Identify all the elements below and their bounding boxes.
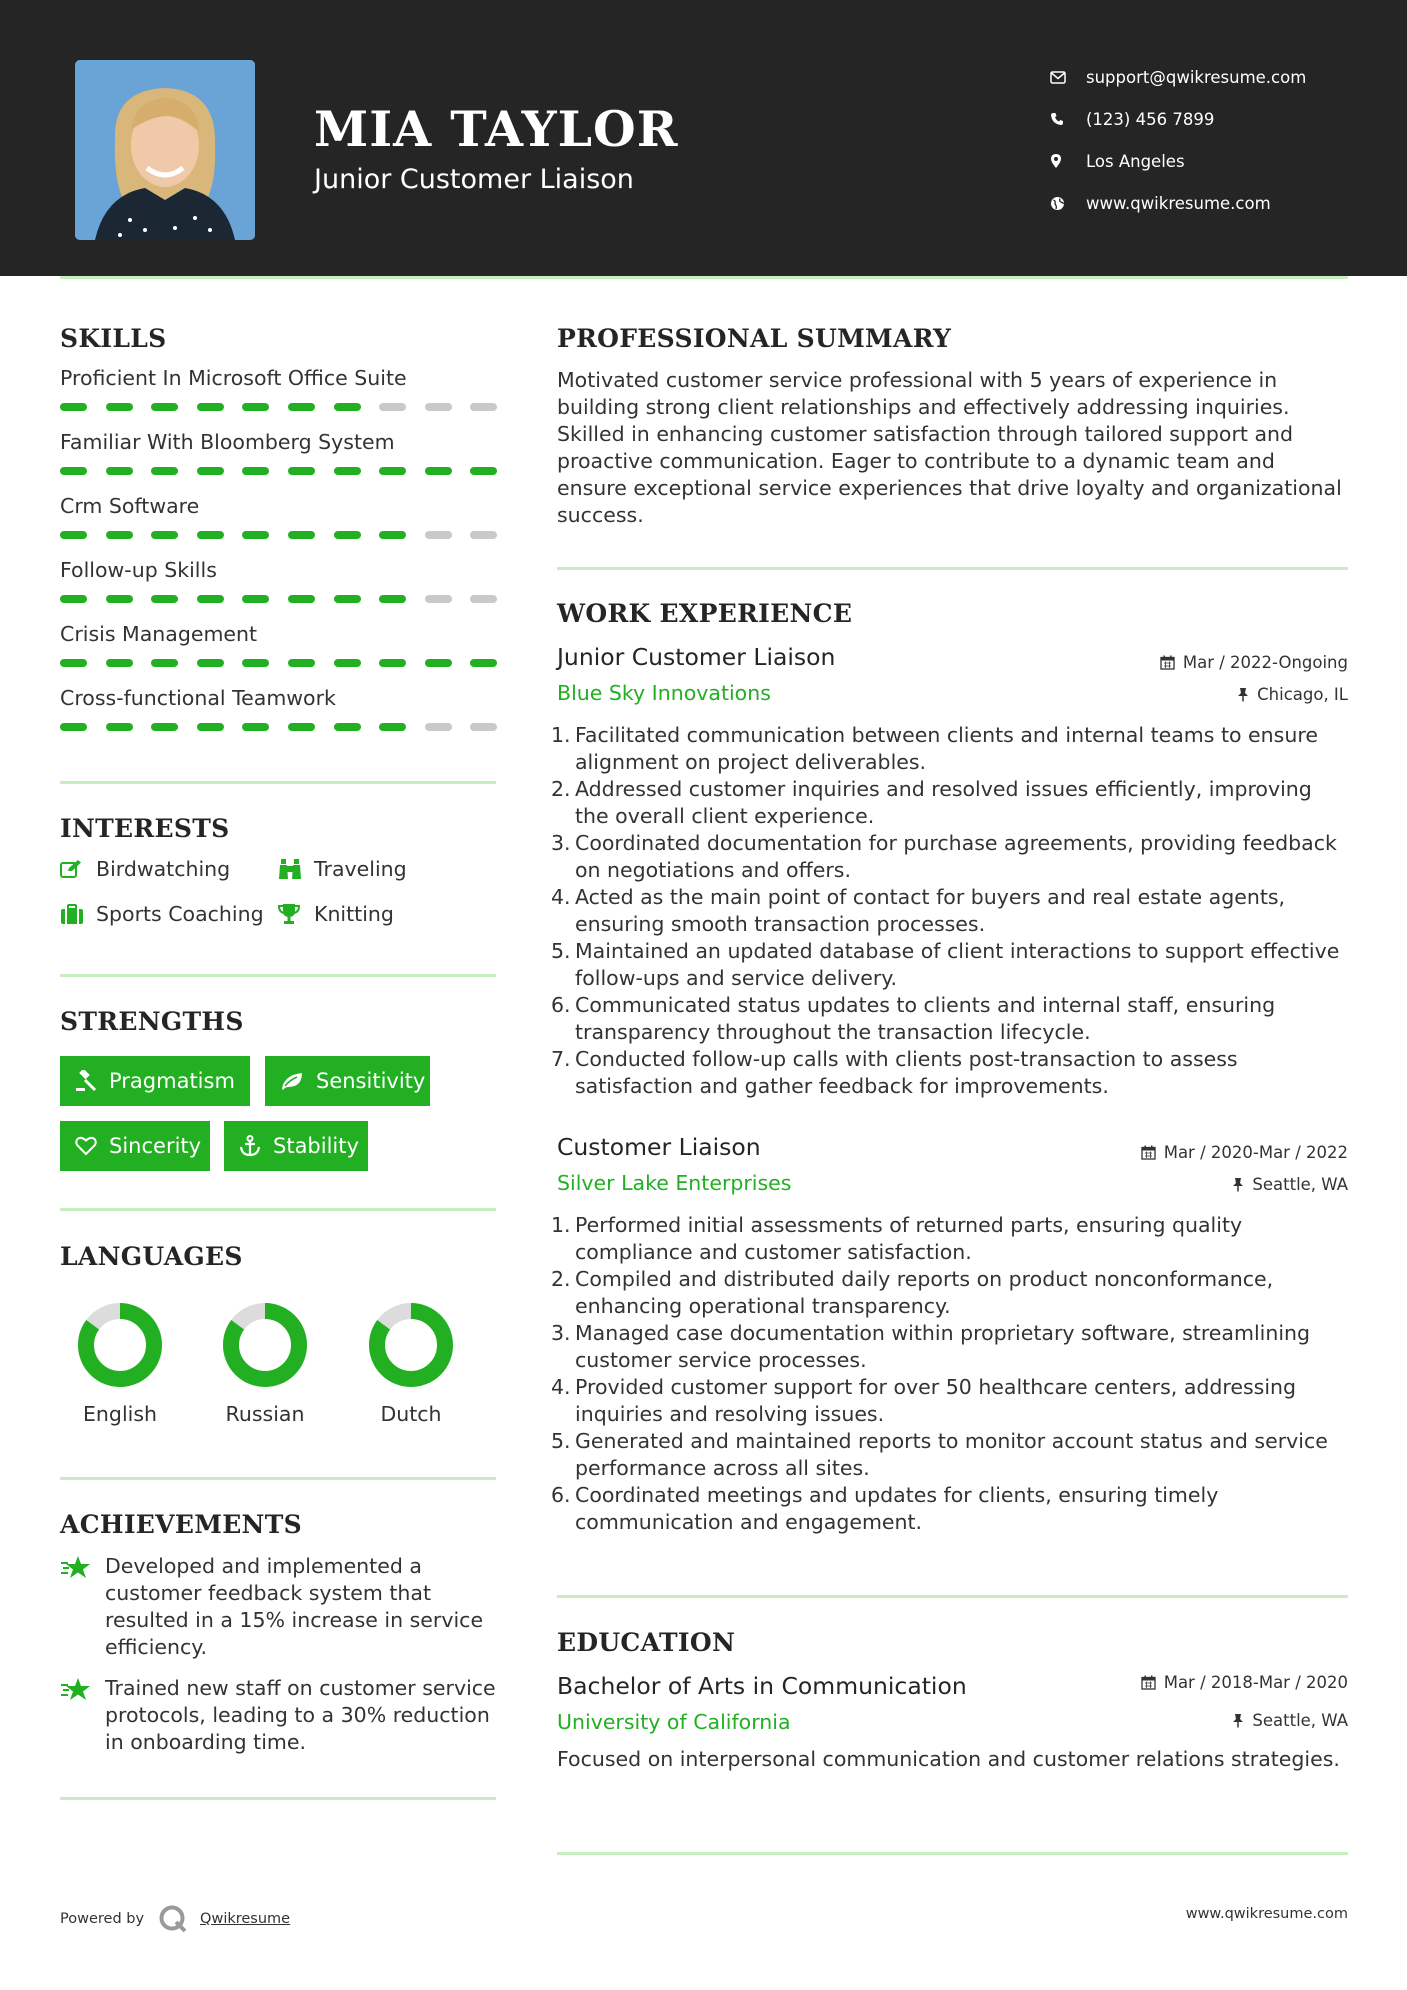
job-bullet: 5. Maintained an updated database of client interactions to support effective follow-ups and service delivery. bbox=[551, 939, 1340, 990]
education-location bbox=[1232, 1711, 1348, 1730]
job-bullet: 7. Conducted follow-up calls with clients post-transaction to assess satisfaction and gather feedback for improvements. bbox=[551, 1047, 1238, 1098]
job-bullet: 6. Communicated status updates to clients and internal staff, ensuring transparency throughout the transaction lifecycle. bbox=[551, 993, 1276, 1044]
skill-level-dash bbox=[470, 659, 497, 667]
qwikresume-logo-icon bbox=[158, 1904, 188, 1934]
contact-location bbox=[1050, 140, 1306, 182]
job-location-text: Chicago, IL bbox=[1257, 685, 1348, 704]
job-location bbox=[1232, 1175, 1348, 1194]
education-divider bbox=[557, 1852, 1348, 1855]
language-item bbox=[70, 1302, 170, 1426]
calendar-icon bbox=[1141, 1145, 1156, 1160]
job-location-text: Seattle, WA bbox=[1252, 1175, 1348, 1194]
job-bullet: 3. Coordinated documentation for purchase agreements, providing feedback on negotiations and offers. bbox=[551, 831, 1337, 882]
job-dates bbox=[1141, 1143, 1348, 1162]
skill-level-dash bbox=[197, 723, 224, 731]
qwikresume-link[interactable]: Qwikresume bbox=[200, 1911, 291, 1927]
skill-level-dash bbox=[288, 467, 315, 475]
skill-level-dash bbox=[334, 659, 361, 667]
language-name: English bbox=[82, 1402, 158, 1426]
skill-level-dash bbox=[379, 595, 406, 603]
candidate-name: MIA TAYLOR bbox=[314, 100, 679, 158]
interest-item bbox=[278, 902, 394, 926]
pushpin-icon bbox=[1232, 1713, 1244, 1728]
skill-level-dash bbox=[379, 531, 406, 539]
skill-level-dash bbox=[425, 531, 452, 539]
skill-level-dash bbox=[197, 659, 224, 667]
summary-text: Motivated customer service professional with 5 years of experience in building strong client relationships and effectively addressing inquiries. Skilled in enhancing customer satisfaction through tailored support and proactive communication. Eager to contribute to a dynamic team and ensure exceptional service experiences that drive loyalty and organizational success. bbox=[557, 368, 1342, 527]
job-bullet-text: Facilitated communication between clients and internal teams to ensure alignment on project deliverables. bbox=[575, 723, 1318, 774]
skill-level-dash bbox=[288, 595, 315, 603]
skill-name: Follow-up Skills bbox=[60, 558, 217, 582]
strengths-divider bbox=[60, 1208, 496, 1211]
pushpin-icon bbox=[1237, 687, 1249, 702]
skill-level-dash bbox=[242, 531, 269, 539]
achievements-divider bbox=[60, 1797, 496, 1800]
skill-level-dash bbox=[470, 723, 497, 731]
skill-level-dash bbox=[334, 723, 361, 731]
anchor-icon bbox=[239, 1135, 261, 1157]
skill-name: Proficient In Microsoft Office Suite bbox=[60, 366, 407, 390]
skill-level-dash bbox=[242, 467, 269, 475]
job-bullet-text: Addressed customer inquiries and resolved issues efficiently, improving the overall client experience. bbox=[575, 777, 1312, 828]
skill-level-dash bbox=[288, 531, 315, 539]
globe-icon bbox=[1050, 196, 1086, 211]
strength-label: Pragmatism bbox=[109, 1069, 235, 1093]
experience-divider bbox=[557, 1595, 1348, 1598]
degree-title: Bachelor of Arts in Communication bbox=[557, 1672, 967, 1700]
skill-level-dash bbox=[151, 467, 178, 475]
job-bullet-text: Coordinated meetings and updates for clients, ensuring timely communication and engagement. bbox=[575, 1483, 1219, 1534]
experience-heading: WORK EXPERIENCE bbox=[557, 599, 853, 628]
language-item bbox=[215, 1302, 315, 1426]
resume-header bbox=[0, 0, 1407, 276]
job-bullet: 1. Performed initial assessments of returned parts, ensuring quality compliance and customer satisfaction. bbox=[551, 1213, 1243, 1264]
skill-level-dash bbox=[379, 467, 406, 475]
skills-divider bbox=[60, 781, 496, 784]
job-bullet: 3. Managed case documentation within proprietary software, streamlining customer service processes. bbox=[551, 1321, 1311, 1372]
gavel-icon bbox=[75, 1070, 97, 1092]
achievement-item bbox=[60, 1675, 496, 1756]
interests-heading: INTERESTS bbox=[60, 814, 230, 843]
skill-level-dash bbox=[151, 531, 178, 539]
education-description: Focused on interpersonal communication and customer relations strategies. bbox=[557, 1747, 1340, 1771]
contact-email[interactable] bbox=[1050, 56, 1306, 98]
skill-level-dash bbox=[106, 595, 133, 603]
achievement-item bbox=[60, 1553, 496, 1661]
contact-location-text: Los Angeles bbox=[1086, 151, 1185, 171]
skill-name: Crisis Management bbox=[60, 622, 258, 646]
strength-badge bbox=[60, 1056, 250, 1106]
footer-url[interactable]: www.qwikresume.com bbox=[1185, 1906, 1348, 1922]
edit-icon bbox=[60, 859, 96, 879]
skill-level-dash bbox=[106, 467, 133, 475]
skill-level-dash bbox=[425, 467, 452, 475]
job-bullet: 2. Addressed customer inquiries and resolved issues efficiently, improving the overall client experience. bbox=[551, 777, 1312, 828]
phone-icon bbox=[1050, 112, 1086, 126]
skill-level-dash bbox=[334, 403, 361, 411]
skill-level-dash bbox=[60, 723, 87, 731]
job-bullet-text: Provided customer support for over 50 healthcare centers, addressing inquiries and resolving issues. bbox=[575, 1375, 1297, 1426]
skill-name: Cross-functional Teamwork bbox=[60, 686, 336, 710]
skill-level-dash bbox=[60, 595, 87, 603]
skill-level-dash bbox=[288, 403, 315, 411]
education-dates-text: Mar / 2018-Mar / 2020 bbox=[1163, 1673, 1348, 1692]
job-bullet: 1. Facilitated communication between clients and internal teams to ensure alignment on project deliverables. bbox=[551, 723, 1318, 774]
skill-level-dash bbox=[60, 467, 87, 475]
company-name: Silver Lake Enterprises bbox=[557, 1171, 792, 1195]
candidate-title: Junior Customer Liaison bbox=[314, 164, 634, 195]
strengths-heading: STRENGTHS bbox=[60, 1007, 244, 1036]
skill-level-bar bbox=[60, 595, 496, 603]
interest-label: Birdwatching bbox=[96, 857, 231, 881]
powered-by-label: Powered by bbox=[60, 1911, 145, 1927]
interest-label: Sports Coaching bbox=[96, 902, 264, 926]
education-dates bbox=[1141, 1673, 1348, 1692]
language-name: Dutch bbox=[380, 1402, 442, 1426]
interest-item bbox=[60, 857, 230, 881]
skill-level-dash bbox=[197, 531, 224, 539]
skill-level-dash bbox=[242, 595, 269, 603]
skill-level-dash bbox=[288, 659, 315, 667]
skills-heading: SKILLS bbox=[60, 324, 167, 353]
star-badge-icon bbox=[60, 1555, 92, 1585]
skill-level-dash bbox=[242, 723, 269, 731]
binoculars-icon bbox=[278, 858, 314, 880]
summary-heading: PROFESSIONAL SUMMARY bbox=[557, 324, 952, 353]
skill-level-dash bbox=[288, 723, 315, 731]
skill-level-dash bbox=[151, 403, 178, 411]
interest-label: Knitting bbox=[314, 902, 394, 926]
envelope-icon bbox=[1050, 71, 1086, 84]
strength-label: Stability bbox=[273, 1134, 359, 1158]
job-bullet: 5. Generated and maintained reports to monitor account status and service performance across all sites. bbox=[551, 1429, 1328, 1480]
skill-level-dash bbox=[379, 659, 406, 667]
language-donut bbox=[222, 1302, 308, 1388]
achievements-heading: ACHIEVEMENTS bbox=[60, 1510, 302, 1539]
contact-phone-text: (123) 456 7899 bbox=[1086, 109, 1215, 129]
skill-level-dash bbox=[151, 723, 178, 731]
skill-level-dash bbox=[151, 595, 178, 603]
job-bullet: 4. Provided customer support for over 50 healthcare centers, addressing inquiries and resolving issues. bbox=[551, 1375, 1297, 1426]
calendar-icon bbox=[1141, 1675, 1156, 1690]
skill-level-dash bbox=[334, 595, 361, 603]
job-bullet-text: Coordinated documentation for purchase agreements, providing feedback on negotiations and offers. bbox=[575, 831, 1337, 882]
skill-level-dash bbox=[60, 403, 87, 411]
strength-badge bbox=[60, 1121, 210, 1171]
skill-level-bar bbox=[60, 723, 496, 731]
job-bullet-text: Managed case documentation within proprietary software, streamlining customer service processes. bbox=[575, 1321, 1311, 1372]
language-donut bbox=[368, 1302, 454, 1388]
star-badge-icon bbox=[60, 1677, 92, 1707]
skill-level-dash bbox=[379, 723, 406, 731]
job-bullet: 2. Compiled and distributed daily reports on product nonconformance, enhancing operational transparency. bbox=[551, 1267, 1274, 1318]
skill-level-dash bbox=[470, 403, 497, 411]
job-dates-text: Mar / 2020-Mar / 2022 bbox=[1163, 1143, 1348, 1162]
school-name: University of California bbox=[557, 1710, 791, 1734]
job-bullet-text: Maintained an updated database of client interactions to support effective follow-ups and service delivery. bbox=[575, 939, 1340, 990]
skill-level-dash bbox=[425, 403, 452, 411]
skill-level-dash bbox=[197, 403, 224, 411]
skill-level-dash bbox=[106, 659, 133, 667]
interest-item bbox=[60, 902, 264, 926]
company-name: Blue Sky Innovations bbox=[557, 681, 771, 705]
strength-badge bbox=[265, 1056, 430, 1106]
skill-level-dash bbox=[470, 531, 497, 539]
skill-level-bar bbox=[60, 659, 496, 667]
contact-email-text: support@qwikresume.com bbox=[1086, 67, 1307, 87]
skill-name: Crm Software bbox=[60, 494, 200, 518]
interests-divider bbox=[60, 974, 496, 977]
contact-phone[interactable] bbox=[1050, 98, 1306, 140]
skill-level-bar bbox=[60, 531, 496, 539]
languages-heading: LANGUAGES bbox=[60, 1242, 243, 1271]
job-bullet-text: Acted as the main point of contact for buyers and real estate agents, ensuring smooth transaction processes. bbox=[575, 885, 1286, 936]
job-bullet-text: Communicated status updates to clients and internal staff, ensuring transparency throughout the transaction lifecycle. bbox=[575, 993, 1276, 1044]
skill-level-dash bbox=[470, 467, 497, 475]
leaf-icon bbox=[280, 1071, 304, 1091]
skill-level-dash bbox=[425, 723, 452, 731]
skill-level-dash bbox=[106, 531, 133, 539]
job-bullet-text: Conducted follow-up calls with clients post-transaction to assess satisfaction and gather feedback for improvements. bbox=[575, 1047, 1238, 1098]
language-item bbox=[361, 1302, 461, 1426]
skill-level-dash bbox=[197, 595, 224, 603]
language-name: Russian bbox=[225, 1402, 305, 1426]
contact-list bbox=[1050, 56, 1306, 224]
strength-badge bbox=[224, 1121, 368, 1171]
skill-level-dash bbox=[334, 531, 361, 539]
job-bullet: 6. Coordinated meetings and updates for clients, ensuring timely communication and engagement. bbox=[551, 1483, 1219, 1534]
briefcase-icon bbox=[60, 904, 96, 925]
skill-level-dash bbox=[60, 659, 87, 667]
skill-level-bar bbox=[60, 467, 496, 475]
skill-level-dash bbox=[334, 467, 361, 475]
language-donut bbox=[77, 1302, 163, 1388]
job-bullets bbox=[551, 1212, 1348, 1536]
skill-level-dash bbox=[242, 403, 269, 411]
strength-label: Sincerity bbox=[109, 1134, 202, 1158]
job-bullets bbox=[551, 722, 1348, 1100]
heart-icon bbox=[75, 1136, 97, 1156]
map-pin-icon bbox=[1050, 153, 1086, 169]
achievement-text: Trained new staff on customer service protocols, leading to a 30% reduction in onboarding time. bbox=[105, 1676, 496, 1754]
pushpin-icon bbox=[1232, 1177, 1244, 1192]
interest-item bbox=[278, 857, 407, 881]
skill-level-dash bbox=[106, 723, 133, 731]
job-dates bbox=[1160, 653, 1348, 672]
education-location-text: Seattle, WA bbox=[1252, 1711, 1348, 1730]
education-heading: EDUCATION bbox=[557, 1628, 736, 1657]
skill-level-dash bbox=[106, 403, 133, 411]
skill-level-dash bbox=[470, 595, 497, 603]
powered-by bbox=[60, 1904, 290, 1934]
contact-website-text: www.qwikresume.com bbox=[1086, 193, 1271, 213]
job-dates-text: Mar / 2022-Ongoing bbox=[1182, 653, 1348, 672]
header-divider bbox=[60, 276, 1348, 279]
skill-level-dash bbox=[151, 659, 178, 667]
job-bullet-text: Performed initial assessments of returned parts, ensuring quality compliance and customer satisfaction. bbox=[575, 1213, 1243, 1264]
interest-label: Traveling bbox=[314, 857, 407, 881]
contact-website[interactable] bbox=[1050, 182, 1306, 224]
job-bullet: 4. Acted as the main point of contact for buyers and real estate agents, ensuring smooth transaction processes. bbox=[551, 885, 1286, 936]
profile-photo bbox=[75, 60, 255, 240]
skill-level-dash bbox=[379, 403, 406, 411]
job-bullet-text: Compiled and distributed daily reports on product nonconformance, enhancing operational transparency. bbox=[575, 1267, 1274, 1318]
skill-level-dash bbox=[425, 595, 452, 603]
job-location bbox=[1237, 685, 1348, 704]
job-title: Customer Liaison bbox=[557, 1133, 761, 1161]
languages-divider bbox=[60, 1477, 496, 1480]
skill-name: Familiar With Bloomberg System bbox=[60, 430, 395, 454]
achievement-text: Developed and implemented a customer feedback system that resulted in a 15% increase in service efficiency. bbox=[105, 1554, 484, 1659]
skill-level-dash bbox=[60, 531, 87, 539]
trophy-icon bbox=[278, 903, 314, 925]
job-title: Junior Customer Liaison bbox=[557, 643, 836, 671]
summary-divider bbox=[557, 567, 1348, 570]
skill-level-dash bbox=[197, 467, 224, 475]
skill-level-dash bbox=[242, 659, 269, 667]
calendar-icon bbox=[1160, 655, 1175, 670]
skill-level-dash bbox=[425, 659, 452, 667]
strength-label: Sensitivity bbox=[316, 1069, 426, 1093]
skill-level-bar bbox=[60, 403, 496, 411]
job-bullet-text: Generated and maintained reports to monitor account status and service performance across all sites. bbox=[575, 1429, 1328, 1480]
